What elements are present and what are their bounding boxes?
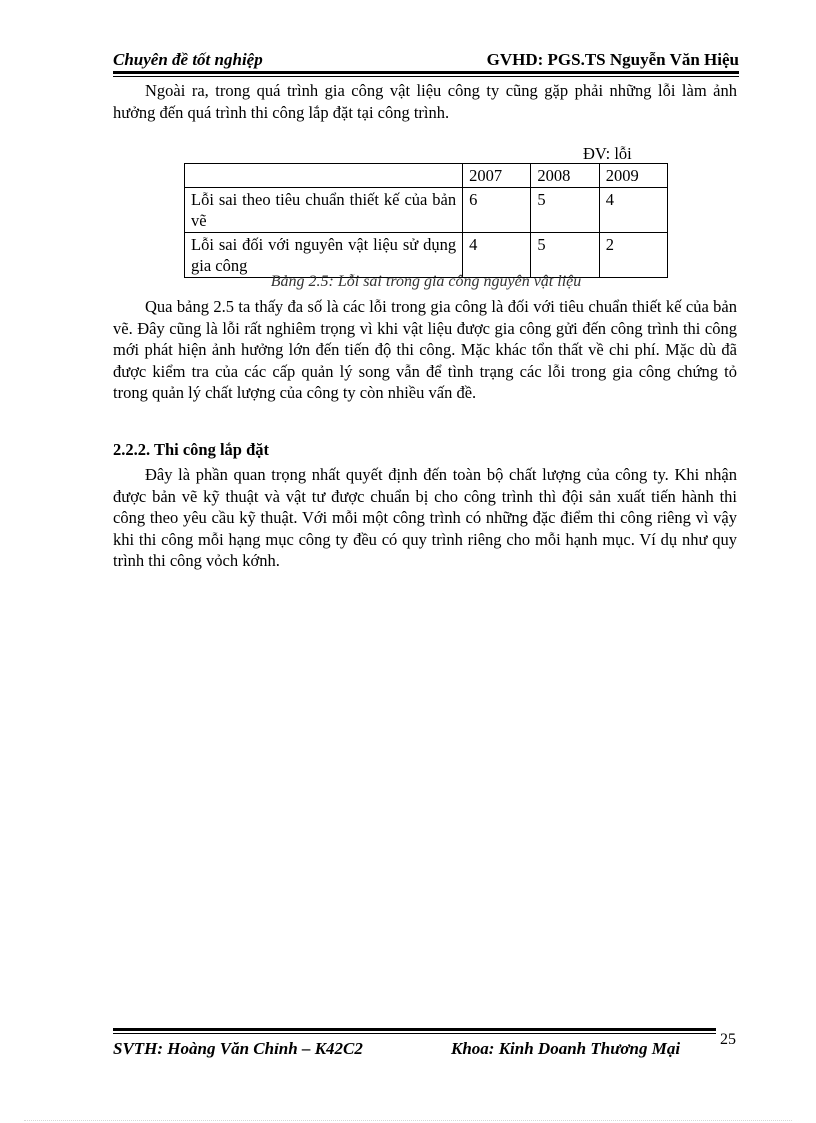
table-header-row (185, 164, 668, 188)
table-cell: 5 (531, 233, 599, 278)
analysis-paragraph: Qua bảng 2.5 ta thấy đa số là các lỗi trong gia công là đối với tiêu chuẩn thiết kế của bản vẽ. Đây cũng là lỗi rất nghiêm trọng vì khi vật liệu được gia công gửi đến công trình thi công mới phát hiện ảnh hưởng lớn đến tiến độ thi công. Mặc khác tổn thất về chi phí. Mặc dù đã được kiểm tra của các cấp quản lý song vẫn để tình trạng các lỗi trong gia công chứng tỏ trong quản lý chất lượng của công ty còn nhiều vấn đề. (113, 297, 737, 402)
page-number: 25 (720, 1031, 736, 1048)
table-corner-cell (185, 164, 463, 188)
installation-paragraph: Đây là phần quan trọng nhất quyết định đến toàn bộ chất lượng của công ty. Khi nhận được bản vẽ kỹ thuật và vật tư được chuẩn bị cho công trình thì đội sản xuất tiến hành thi công theo yêu cầu kỹ thuật. Với mỗi một công trình có những đặc điểm thi công riêng vì vậy khi thi công mỗi hạng mục công ty đều có quy trình riêng cho mỗi hạnh mục. Ví dụ như quy trình thi công vỏch kớnh. (113, 465, 737, 570)
table-cell: 4 (599, 188, 667, 233)
table-cell: 4 (463, 233, 531, 278)
section-heading: 2.2.2. Thi công lắp đặt (113, 440, 270, 459)
table-row (185, 233, 668, 278)
footer-student: SVTH: Hoàng Văn Chỉnh – K42C2 (113, 1039, 363, 1058)
table-cell: 5 (531, 188, 599, 233)
year-header: 2008 (531, 164, 599, 188)
row-label: Lỗi sai theo tiêu chuẩn thiết kế của bản vẽ (185, 188, 463, 233)
header-rule (113, 71, 739, 74)
row-label: Lỗi sai đối với nguyên vật liệu sử dụng gia công (185, 233, 463, 278)
footer-rule (113, 1028, 716, 1031)
footer-faculty: Khoa: Kinh Doanh Thương Mại (451, 1039, 681, 1058)
year-header: 2007 (463, 164, 531, 188)
header-thesis-title: Chuyên đề tốt nghiệp (113, 50, 263, 69)
error-table (184, 163, 668, 278)
page-edge (24, 1120, 792, 1121)
header-advisor: GVHD: PGS.TS Nguyễn Văn Hiệu (486, 50, 739, 69)
intro-paragraph: Ngoài ra, trong quá trình gia công vật liệu công ty cũng gặp phải những lỗi làm ảnh hưởng đến quá trình thi công lắp đặt tại công trình. (113, 81, 737, 122)
page-header (113, 50, 739, 72)
table-cell: 2 (599, 233, 667, 278)
table-row (185, 188, 668, 233)
table-unit: ĐV: lỗi (583, 144, 632, 163)
year-header: 2009 (599, 164, 667, 188)
table-caption: Bảng 2.5: Lỗi sai trong gia công nguyên vật liệu (270, 273, 582, 290)
header-rule-thin (113, 76, 739, 77)
footer-rule-thin (113, 1033, 716, 1034)
table-cell: 6 (463, 188, 531, 233)
